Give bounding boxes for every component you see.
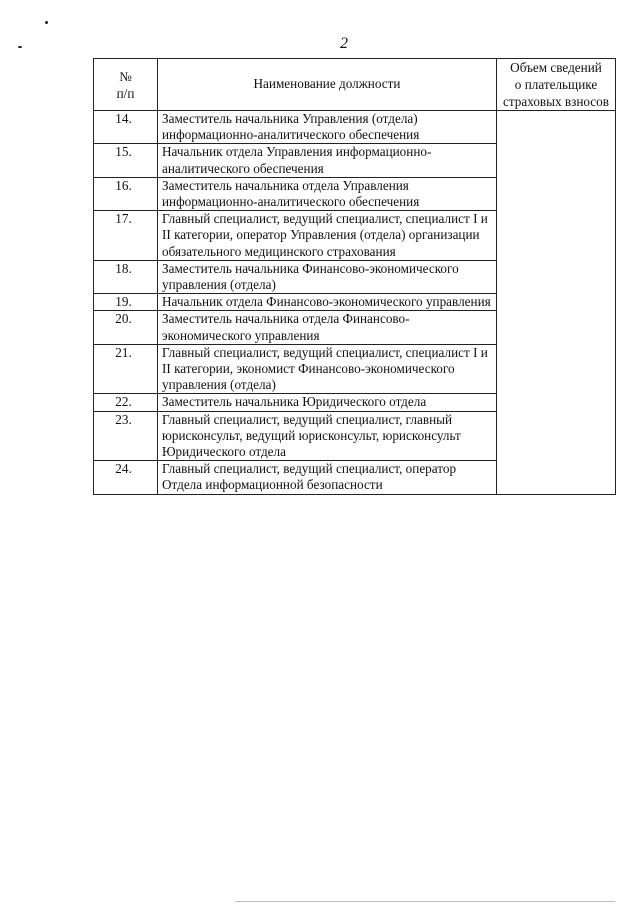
- row-position-title: Начальник отдела Финансово-экономического управления: [158, 294, 497, 311]
- row-position-title: Главный специалист, ведущий специалист, специалист I и II категории, экономист Финансово-экономического управления (отдела): [158, 344, 497, 394]
- header-position-name: Наименование должности: [158, 59, 497, 111]
- data-volume-cell: [497, 111, 616, 495]
- header-number-abbr: п/п: [116, 85, 135, 101]
- row-number: 24.: [94, 461, 158, 494]
- header-volume-line2: о плательщике: [514, 77, 598, 92]
- page-number: 2: [340, 35, 348, 52]
- row-position-title: Главный специалист, ведущий специалист, главный юрисконсульт, ведущий юрисконсульт, юрисконсульт Юридического отдела: [158, 411, 497, 461]
- row-number: 21.: [94, 344, 158, 394]
- positions-table: [93, 58, 616, 495]
- scan-speck: [45, 21, 48, 24]
- row-number: 17.: [94, 211, 158, 261]
- row-position-title: Заместитель начальника Юридического отдела: [158, 394, 497, 411]
- header-volume-line3: страховых взносов: [503, 94, 609, 109]
- row-number: 14.: [94, 111, 158, 144]
- row-number: 18.: [94, 260, 158, 293]
- row-number: 15.: [94, 144, 158, 177]
- header-volume-line1: Объем сведений: [510, 60, 602, 75]
- row-number: 19.: [94, 294, 158, 311]
- row-position-title: Заместитель начальника отдела Управления информационно-аналитического обеспечения: [158, 177, 497, 210]
- row-number: 22.: [94, 394, 158, 411]
- row-number: 23.: [94, 411, 158, 461]
- row-position-title: Главный специалист, ведущий специалист, оператор Отдела информационной безопасности: [158, 461, 497, 494]
- row-position-title: Заместитель начальника Управления (отдела) информационно-аналитического обеспечения: [158, 111, 497, 144]
- row-number: 20.: [94, 311, 158, 344]
- row-position-title: Начальник отдела Управления информационно-аналитического обеспечения: [158, 144, 497, 177]
- header-number: [94, 59, 158, 111]
- row-position-title: Заместитель начальника Финансово-экономического управления (отдела): [158, 260, 497, 293]
- header-number-symbol: №: [119, 68, 132, 84]
- scan-edge-line: [235, 901, 615, 902]
- row-number: 16.: [94, 177, 158, 210]
- table-row: [94, 111, 616, 144]
- row-position-title: Заместитель начальника отдела Финансово-экономического управления: [158, 311, 497, 344]
- table-header-row: [94, 59, 616, 111]
- scan-speck: [18, 46, 22, 48]
- row-position-title: Главный специалист, ведущий специалист, специалист I и II категории, оператор Управления (отдела) организации обязательного медицинского страхования: [158, 211, 497, 261]
- header-data-volume: [497, 59, 616, 111]
